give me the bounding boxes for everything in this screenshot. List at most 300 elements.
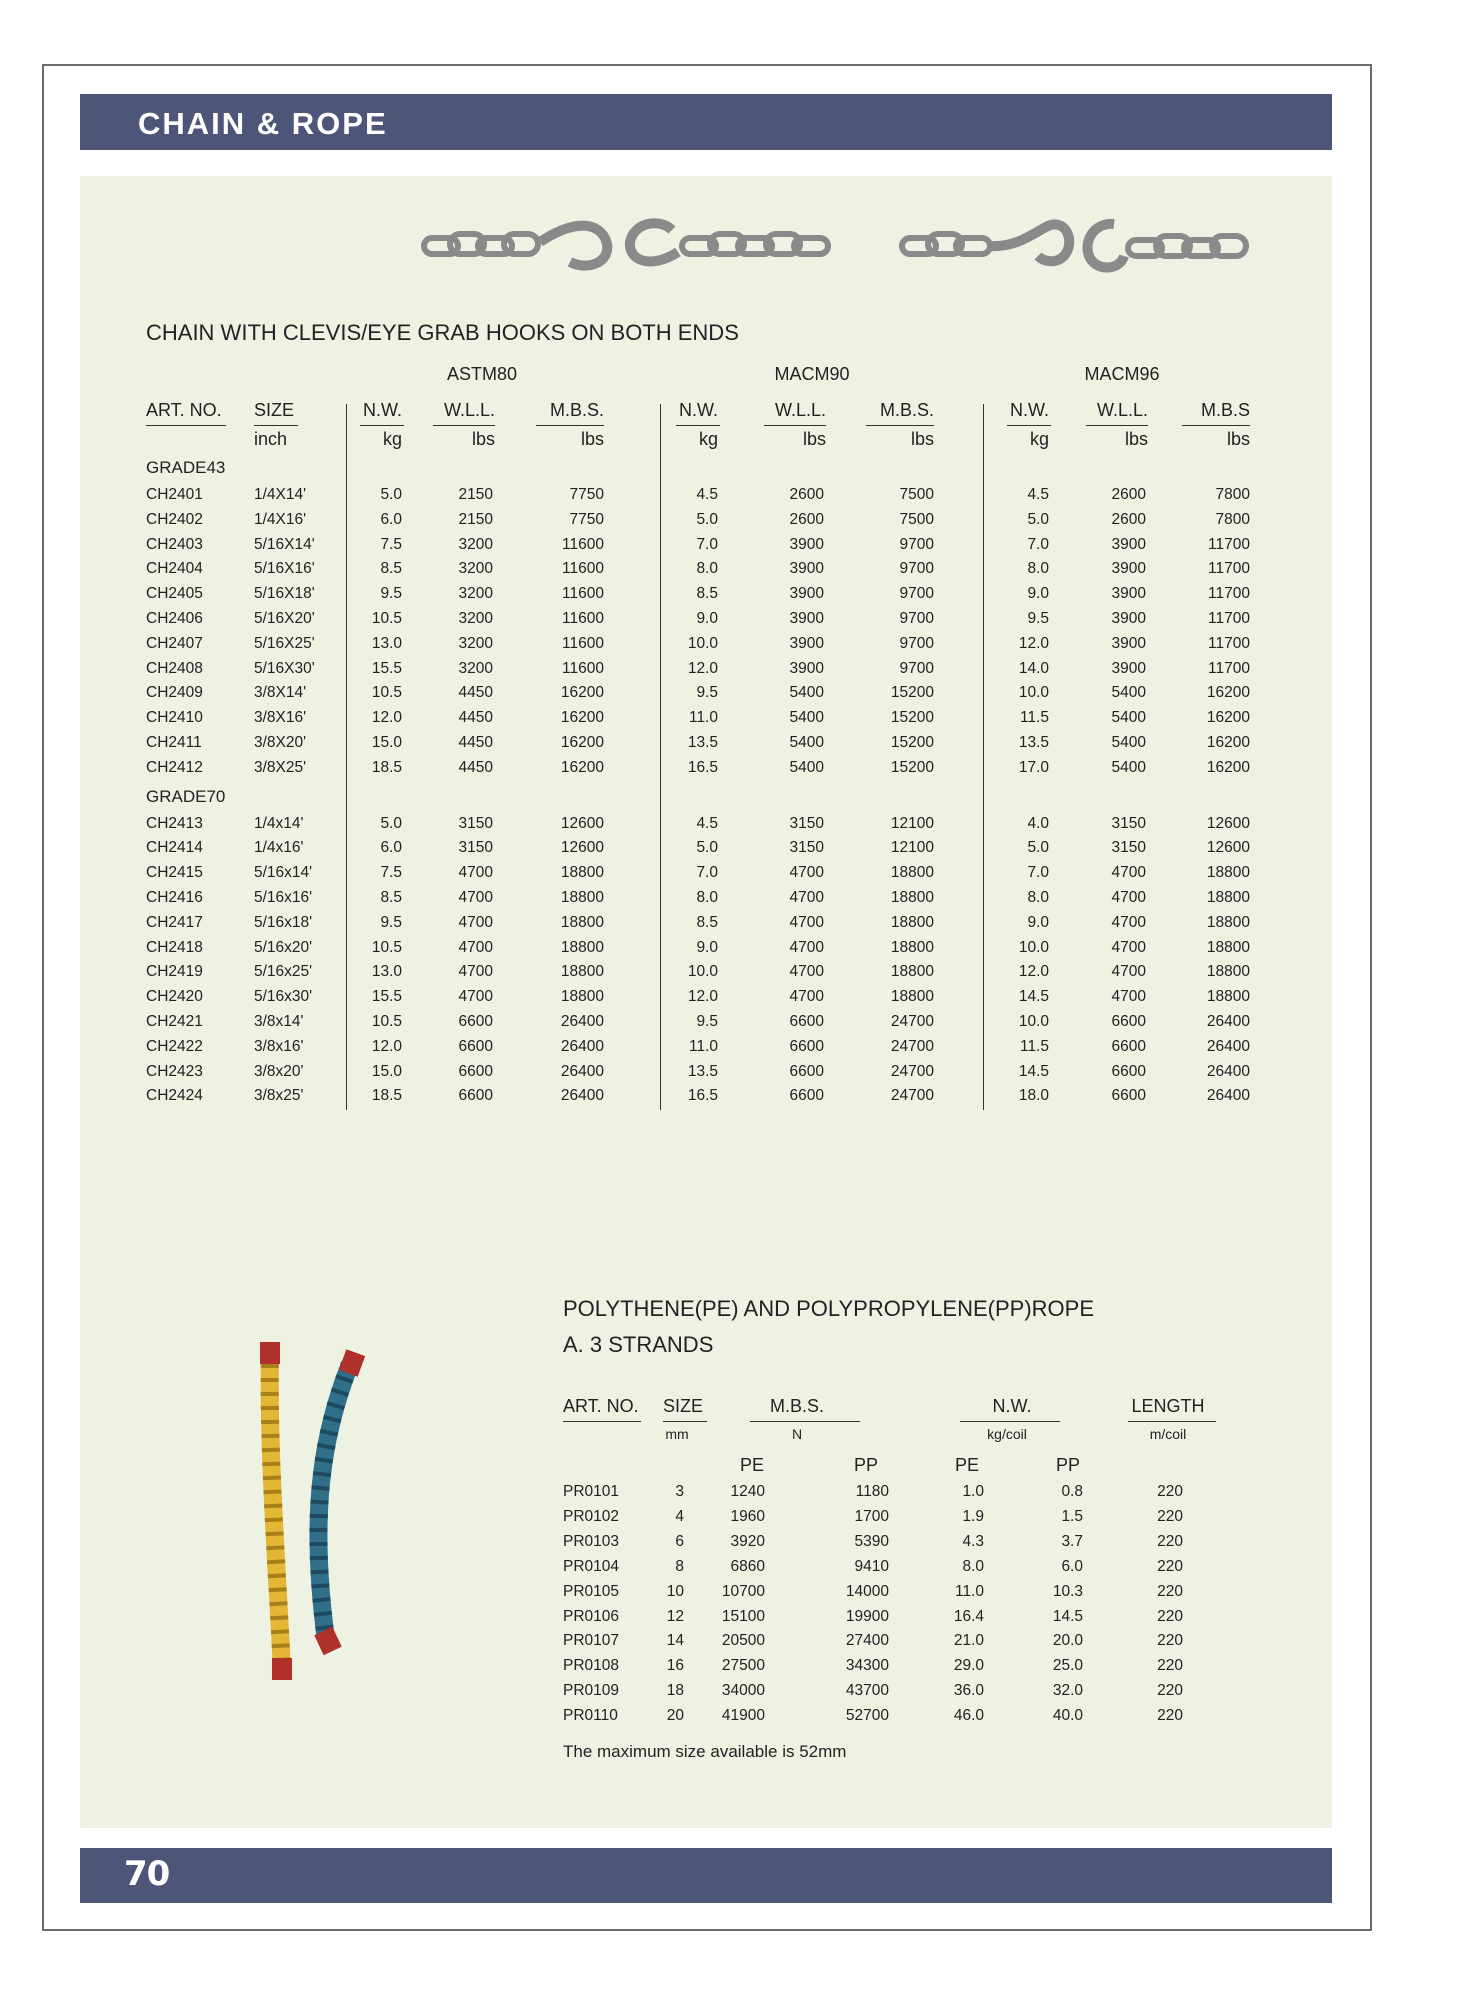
chain-hooks-image-left — [420, 212, 840, 278]
cell-wll: 5400 — [1111, 758, 1146, 776]
cell-mbs: 9700 — [899, 560, 934, 578]
rope-cell-nw-pe: 16.4 — [953, 1607, 984, 1625]
cell-nw: 13.5 — [687, 734, 718, 751]
cell-wll: 5400 — [789, 684, 824, 702]
cell-nw: 13.0 — [371, 963, 402, 981]
col-wll-header: W.L.L. — [1096, 400, 1148, 420]
cell-nw: 8.0 — [1027, 560, 1049, 578]
cell-nw: 8.0 — [696, 560, 718, 578]
cell-wll: 4700 — [458, 963, 493, 981]
cell-mbs: 24700 — [890, 1087, 934, 1105]
cell-wll: 2150 — [458, 510, 493, 528]
cell-art-no: CH2410 — [146, 709, 203, 727]
rope-cell-mbs-pp: 43700 — [845, 1682, 889, 1700]
header-underline — [1128, 1421, 1216, 1422]
rope-cell-length: 220 — [1157, 1532, 1183, 1550]
cell-art-no: CH2404 — [146, 560, 203, 578]
cell-mbs: 12600 — [1206, 814, 1250, 832]
rope-cell-length: 220 — [1157, 1483, 1183, 1500]
cell-wll: 3200 — [458, 585, 493, 603]
rope-cell-mbs-pe: 41900 — [721, 1707, 765, 1725]
cell-wll: 4700 — [1111, 889, 1146, 906]
cell-mbs: 18800 — [1206, 889, 1250, 906]
cell-nw: 9.0 — [1027, 913, 1049, 931]
cell-nw: 9.0 — [696, 938, 718, 956]
cell-wll: 3900 — [1111, 610, 1146, 627]
cell-nw: 7.0 — [696, 535, 718, 553]
cell-mbs: 18800 — [560, 963, 604, 981]
cell-nw: 4.0 — [1027, 814, 1049, 832]
rope-nw-unit: kg/coil — [987, 1426, 1027, 1442]
cell-mbs: 7750 — [569, 510, 604, 528]
cell-size: 5/16x30' — [254, 988, 313, 1006]
rope-nw-pe-header: PE — [954, 1455, 979, 1475]
chain-group-title: MACM90 — [774, 364, 850, 384]
cell-wll: 4700 — [789, 988, 824, 1006]
cell-wll: 4700 — [458, 864, 493, 882]
cell-wll: 2600 — [789, 486, 824, 503]
cell-mbs: 9700 — [899, 535, 934, 553]
cell-mbs: 18800 — [890, 963, 934, 981]
rope-table-title-line2: A. 3 STRANDS — [563, 1332, 714, 1357]
cell-size: 1/4x14' — [254, 814, 304, 832]
cell-mbs: 11700 — [1208, 585, 1250, 603]
cell-mbs: 16200 — [1206, 684, 1250, 702]
col-art-no-header: ART. NO. — [146, 400, 222, 420]
cell-wll: 4450 — [458, 709, 493, 727]
rope-cell-length: 220 — [1157, 1632, 1183, 1650]
rope-cell-mbs-pp: 14000 — [845, 1582, 889, 1600]
cell-mbs: 18800 — [560, 889, 604, 906]
cell-mbs: 15200 — [890, 758, 934, 776]
cell-nw: 5.0 — [696, 510, 718, 528]
cell-size: 3/8X14' — [254, 684, 307, 702]
rope-cell-size: 20 — [666, 1707, 684, 1725]
rope-cell-nw-pe: 1.9 — [962, 1507, 984, 1525]
cell-nw: 11.5 — [1019, 709, 1049, 727]
cell-size: 5/16x20' — [254, 938, 313, 956]
cell-nw: 12.0 — [371, 709, 402, 727]
rope-cell-mbs-pp: 1700 — [854, 1507, 889, 1525]
cell-wll: 6600 — [789, 1013, 824, 1030]
cell-art-no: CH2418 — [146, 938, 203, 956]
cell-art-no: CH2423 — [146, 1062, 203, 1080]
cell-wll: 3150 — [1111, 814, 1146, 832]
rope-cell-size: 14 — [666, 1632, 684, 1650]
cell-wll: 3200 — [458, 535, 493, 553]
rope-table-title-line1: POLYTHENE(PE) AND POLYPROPYLENE(PP)ROPE — [563, 1296, 1094, 1321]
rope-cell-length: 220 — [1157, 1707, 1183, 1725]
cell-nw: 8.5 — [696, 585, 718, 603]
cell-wll: 4700 — [789, 963, 824, 981]
cell-wll: 3900 — [1111, 634, 1146, 652]
cell-mbs: 11600 — [562, 634, 604, 652]
cell-size: 3/8x25' — [254, 1087, 304, 1105]
rope-cell-nw-pe: 21.0 — [953, 1632, 984, 1650]
cell-mbs: 7500 — [899, 510, 934, 528]
cell-mbs: 11600 — [562, 585, 604, 603]
rope-cell-length: 220 — [1157, 1682, 1183, 1700]
cell-art-no: CH2409 — [146, 684, 203, 702]
cell-mbs: 18800 — [1206, 938, 1250, 956]
cell-nw: 9.5 — [696, 684, 718, 702]
cell-size: 5/16x25' — [254, 963, 313, 981]
rope-cell-nw-pe: 11.0 — [954, 1582, 984, 1600]
rope-cell-size: 10 — [666, 1582, 684, 1600]
cell-nw: 5.0 — [380, 486, 402, 503]
rope-cell-mbs-pe: 34000 — [721, 1682, 765, 1700]
rope-cell-mbs-pp: 9410 — [854, 1557, 889, 1575]
cell-wll: 5400 — [1111, 684, 1146, 702]
header-underline — [254, 425, 298, 426]
col-size-header: SIZE — [254, 400, 295, 420]
cell-art-no: CH2405 — [146, 585, 203, 603]
rope-col-art-no-header: ART. NO. — [563, 1396, 639, 1416]
rope-size-unit: mm — [665, 1426, 689, 1442]
rope-cell-mbs-pp: 19900 — [845, 1607, 889, 1625]
cell-mbs: 26400 — [1206, 1013, 1250, 1030]
cell-nw: 12.0 — [371, 1037, 402, 1055]
col-nw-unit: kg — [382, 429, 402, 449]
cell-mbs: 11600 — [562, 610, 604, 627]
cell-mbs: 15200 — [890, 734, 934, 751]
col-mbs-unit: lbs — [910, 429, 934, 449]
cell-nw: 7.0 — [1027, 864, 1049, 882]
header-underline — [663, 1421, 707, 1422]
cell-size: 5/16X18' — [254, 585, 315, 603]
cell-mbs: 15200 — [890, 709, 934, 727]
cell-wll: 6600 — [1111, 1037, 1146, 1055]
cell-art-no: CH2416 — [146, 889, 203, 906]
cell-wll: 3150 — [458, 839, 493, 857]
col-mbs-header: M.B.S — [1200, 400, 1250, 420]
cell-wll: 4700 — [458, 938, 493, 956]
col-wll-header: W.L.L. — [774, 400, 826, 420]
rope-nw-pp-header: PP — [1055, 1455, 1080, 1475]
chain-table-title: CHAIN WITH CLEVIS/EYE GRAB HOOKS ON BOTH ENDS — [146, 320, 739, 345]
cell-nw: 12.0 — [687, 988, 718, 1006]
cell-mbs: 18800 — [560, 988, 604, 1006]
cell-mbs: 26400 — [560, 1037, 604, 1055]
cell-mbs: 12600 — [560, 814, 604, 832]
cell-mbs: 12100 — [890, 839, 934, 857]
cell-mbs: 11700 — [1208, 535, 1250, 553]
col-size-unit: inch — [254, 429, 288, 449]
cell-mbs: 12600 — [560, 839, 604, 857]
cell-nw: 10.5 — [371, 610, 402, 627]
cell-wll: 4700 — [1111, 913, 1146, 931]
cell-wll: 3900 — [789, 610, 824, 627]
page-number: 70 — [124, 1854, 170, 1894]
cell-mbs: 16200 — [560, 758, 604, 776]
cell-mbs: 16200 — [560, 734, 604, 751]
cell-nw: 16.5 — [687, 1087, 718, 1105]
grade-label: GRADE43 — [146, 458, 226, 477]
rope-cell-art-no: PR0107 — [563, 1632, 620, 1650]
cell-wll: 4700 — [1111, 864, 1146, 882]
cell-nw: 7.0 — [1027, 535, 1049, 553]
cell-art-no: CH2420 — [146, 988, 203, 1006]
cell-size: 3/8X25' — [254, 758, 307, 776]
rope-cell-nw-pp: 20.0 — [1052, 1632, 1083, 1650]
col-nw-unit: kg — [698, 429, 718, 449]
header-underline — [146, 425, 226, 426]
cell-size: 5/16X14' — [254, 535, 315, 553]
cell-mbs: 9700 — [899, 634, 934, 652]
cell-mbs: 26400 — [1206, 1062, 1250, 1080]
rope-cell-art-no: PR0102 — [563, 1507, 620, 1525]
cell-wll: 3900 — [1111, 535, 1146, 553]
cell-size: 3/8x20' — [254, 1062, 304, 1080]
cell-mbs: 7750 — [569, 486, 604, 503]
cell-size: 1/4x16' — [254, 839, 304, 857]
cell-mbs: 18800 — [1206, 913, 1250, 931]
rope-cell-mbs-pe: 1240 — [730, 1483, 765, 1500]
rope-length-unit: m/coil — [1149, 1426, 1187, 1442]
rope-cell-nw-pp: 6.0 — [1061, 1557, 1083, 1575]
cell-wll: 4450 — [458, 684, 493, 702]
cell-mbs: 7800 — [1215, 510, 1250, 528]
cell-nw: 10.5 — [371, 684, 402, 702]
cell-mbs: 18800 — [890, 913, 934, 931]
cell-nw: 8.5 — [696, 913, 718, 931]
col-mbs-unit: lbs — [1226, 429, 1250, 449]
cell-mbs: 9700 — [899, 610, 934, 627]
cell-wll: 3150 — [1111, 839, 1146, 857]
cell-mbs: 26400 — [560, 1087, 604, 1105]
col-mbs-unit: lbs — [580, 429, 604, 449]
cell-nw: 5.0 — [1027, 839, 1049, 857]
rope-note: The maximum size available is 52mm — [563, 1742, 847, 1761]
rope-cell-length: 220 — [1157, 1557, 1183, 1575]
cell-wll: 3150 — [789, 839, 824, 857]
col-nw-header: N.W. — [1010, 400, 1049, 420]
cell-mbs: 26400 — [1206, 1037, 1250, 1055]
cell-nw: 6.0 — [380, 839, 402, 857]
cell-nw: 7.0 — [696, 864, 718, 882]
cell-mbs: 18800 — [890, 988, 934, 1006]
cell-nw: 8.0 — [696, 889, 718, 906]
rope-cell-mbs-pe: 27500 — [721, 1657, 765, 1675]
rope-cell-art-no: PR0101 — [563, 1483, 620, 1500]
cell-mbs: 18800 — [890, 864, 934, 882]
cell-wll: 6600 — [789, 1087, 824, 1105]
rope-col-mbs-header: M.B.S. — [769, 1396, 824, 1416]
cell-mbs: 15200 — [890, 684, 934, 702]
rope-cell-mbs-pp: 1180 — [855, 1483, 889, 1500]
cell-wll: 3150 — [789, 814, 824, 832]
cell-wll: 2150 — [458, 486, 493, 503]
cell-size: 3/8x16' — [254, 1037, 304, 1055]
cell-art-no: CH2408 — [146, 659, 203, 677]
cell-wll: 3200 — [458, 560, 493, 578]
cell-mbs: 11700 — [1208, 560, 1250, 578]
rope-cell-art-no: PR0110 — [563, 1707, 618, 1725]
rope-cell-nw-pe: 46.0 — [953, 1707, 984, 1725]
cell-mbs: 12100 — [890, 814, 934, 832]
rope-cell-mbs-pp: 52700 — [845, 1707, 889, 1725]
rope-cell-size: 16 — [666, 1657, 684, 1675]
rope-cell-mbs-pe: 1960 — [730, 1507, 765, 1525]
cell-nw: 9.5 — [696, 1013, 718, 1030]
cell-nw: 6.0 — [380, 510, 402, 528]
rope-cell-length: 220 — [1157, 1507, 1183, 1525]
section-title: CHAIN & ROPE — [138, 106, 388, 141]
rope-cell-nw-pp: 32.0 — [1052, 1682, 1083, 1700]
cell-nw: 9.0 — [696, 610, 718, 627]
rope-cell-size: 3 — [675, 1483, 684, 1500]
cell-wll: 6600 — [458, 1037, 493, 1055]
rope-cell-mbs-pe: 15100 — [721, 1607, 765, 1625]
cell-wll: 3200 — [458, 634, 493, 652]
col-nw-header: N.W. — [679, 400, 718, 420]
cell-wll: 5400 — [1111, 709, 1146, 727]
cell-nw: 12.0 — [1018, 634, 1049, 652]
chain-group-title: MACM96 — [1084, 364, 1160, 384]
cell-wll: 3900 — [1111, 659, 1146, 677]
cell-art-no: CH2401 — [146, 486, 203, 503]
cell-nw: 14.0 — [1018, 659, 1049, 677]
cell-nw: 9.0 — [1027, 585, 1049, 603]
cell-wll: 5400 — [789, 758, 824, 776]
cell-size: 5/16X16' — [254, 560, 315, 578]
cell-mbs: 7800 — [1215, 486, 1250, 503]
header-underline — [960, 1421, 1060, 1422]
chain-hooks-image-right — [898, 212, 1254, 278]
cell-wll: 4700 — [458, 889, 493, 906]
cell-art-no: CH2413 — [146, 814, 203, 832]
header-underline — [433, 425, 495, 426]
cell-art-no: CH2422 — [146, 1037, 203, 1055]
cell-nw: 15.0 — [371, 734, 402, 751]
rope-cell-nw-pp: 25.0 — [1052, 1657, 1083, 1675]
rope-cell-nw-pp: 0.8 — [1061, 1483, 1083, 1500]
cell-art-no: CH2412 — [146, 758, 203, 776]
cell-nw: 8.0 — [1027, 889, 1049, 906]
header-underline — [1007, 425, 1051, 426]
cell-nw: 4.5 — [696, 486, 718, 503]
cell-mbs: 18800 — [1206, 963, 1250, 981]
cell-wll: 4700 — [789, 913, 824, 931]
cell-art-no: CH2407 — [146, 634, 203, 652]
cell-nw: 7.5 — [380, 535, 402, 553]
cell-wll: 5400 — [789, 709, 824, 727]
cell-mbs: 16200 — [560, 709, 604, 727]
cell-art-no: CH2411 — [146, 734, 202, 751]
cell-wll: 3900 — [1111, 585, 1146, 603]
cell-mbs: 9700 — [899, 659, 934, 677]
cell-wll: 4450 — [458, 734, 493, 751]
cell-mbs: 26400 — [560, 1062, 604, 1080]
cell-mbs: 18800 — [560, 938, 604, 956]
cell-size: 5/16x18' — [254, 913, 313, 931]
cell-mbs: 9700 — [899, 585, 934, 603]
chain-group-title: ASTM80 — [446, 364, 518, 384]
cell-nw: 12.0 — [687, 659, 718, 677]
cell-mbs: 24700 — [890, 1062, 934, 1080]
cell-nw: 10.5 — [371, 1013, 402, 1030]
cell-nw: 16.5 — [687, 758, 718, 776]
cell-wll: 3900 — [789, 634, 824, 652]
cell-nw: 13.5 — [1018, 734, 1049, 751]
rope-cell-nw-pp: 3.7 — [1061, 1532, 1083, 1550]
cell-nw: 15.5 — [371, 659, 402, 677]
cell-mbs: 26400 — [1206, 1087, 1250, 1105]
cell-size: 1/4X16' — [254, 510, 307, 528]
col-mbs-header: M.B.S. — [549, 400, 604, 420]
cell-mbs: 16200 — [1206, 758, 1250, 776]
cell-art-no: CH2417 — [146, 913, 203, 931]
cell-wll: 5400 — [1111, 734, 1146, 751]
rope-col-size-header: SIZE — [663, 1396, 704, 1416]
cell-nw: 4.5 — [696, 814, 718, 832]
rope-cell-nw-pe: 1.0 — [962, 1483, 984, 1500]
cell-mbs: 7500 — [899, 486, 934, 503]
cell-nw: 9.5 — [1027, 610, 1049, 627]
cell-size: 5/16x16' — [254, 889, 313, 906]
cell-wll: 3900 — [789, 659, 824, 677]
rope-cell-nw-pe: 36.0 — [953, 1682, 984, 1700]
header-underline — [563, 1421, 641, 1422]
cell-nw: 11.0 — [688, 709, 718, 727]
cell-size: 5/16x14' — [254, 864, 313, 882]
cell-nw: 15.0 — [371, 1062, 402, 1080]
cell-wll: 3900 — [789, 585, 824, 603]
cell-nw: 18.5 — [371, 758, 402, 776]
rope-cell-nw-pp: 1.5 — [1061, 1507, 1083, 1525]
cell-wll: 2600 — [1111, 510, 1146, 528]
cell-mbs: 18800 — [890, 889, 934, 906]
header-underline — [360, 425, 404, 426]
header-underline — [1086, 425, 1148, 426]
header-underline — [750, 1421, 860, 1422]
rope-cell-nw-pe: 4.3 — [962, 1532, 984, 1550]
rope-mbs-pe-header: PE — [739, 1455, 764, 1475]
cell-mbs: 18800 — [1206, 988, 1250, 1006]
cell-wll: 6600 — [789, 1037, 824, 1055]
cell-mbs: 11600 — [562, 535, 604, 553]
cell-art-no: CH2415 — [146, 864, 203, 882]
cell-art-no: CH2421 — [146, 1013, 203, 1030]
footer-bar — [80, 1848, 1332, 1903]
cell-mbs: 18800 — [1206, 864, 1250, 882]
rope-cell-nw-pp: 40.0 — [1052, 1707, 1083, 1725]
rope-cell-size: 18 — [666, 1682, 684, 1700]
cell-nw: 10.0 — [687, 634, 718, 652]
rope-cell-nw-pp: 14.5 — [1052, 1607, 1083, 1625]
rope-cell-length: 220 — [1157, 1582, 1183, 1600]
rope-cell-art-no: PR0109 — [563, 1682, 620, 1700]
cell-wll: 4700 — [1111, 938, 1146, 956]
cell-nw: 18.0 — [1018, 1087, 1049, 1105]
cell-mbs: 16200 — [560, 684, 604, 702]
cell-wll: 3150 — [458, 814, 493, 832]
cell-nw: 15.5 — [371, 988, 402, 1006]
cell-wll: 6600 — [1111, 1087, 1146, 1105]
rope-cell-size: 12 — [666, 1607, 684, 1625]
cell-art-no: CH2406 — [146, 610, 203, 627]
cell-size: 3/8X20' — [254, 734, 307, 751]
cell-nw: 11.5 — [1019, 1037, 1049, 1055]
cell-nw: 4.5 — [1027, 486, 1049, 503]
rope-mbs-pp-header: PP — [853, 1455, 878, 1475]
cell-mbs: 11600 — [562, 659, 604, 677]
cell-wll: 6600 — [789, 1062, 824, 1080]
header-underline — [536, 425, 604, 426]
cell-wll: 5400 — [789, 734, 824, 751]
rope-cell-art-no: PR0108 — [563, 1657, 620, 1675]
header-underline — [676, 425, 720, 426]
